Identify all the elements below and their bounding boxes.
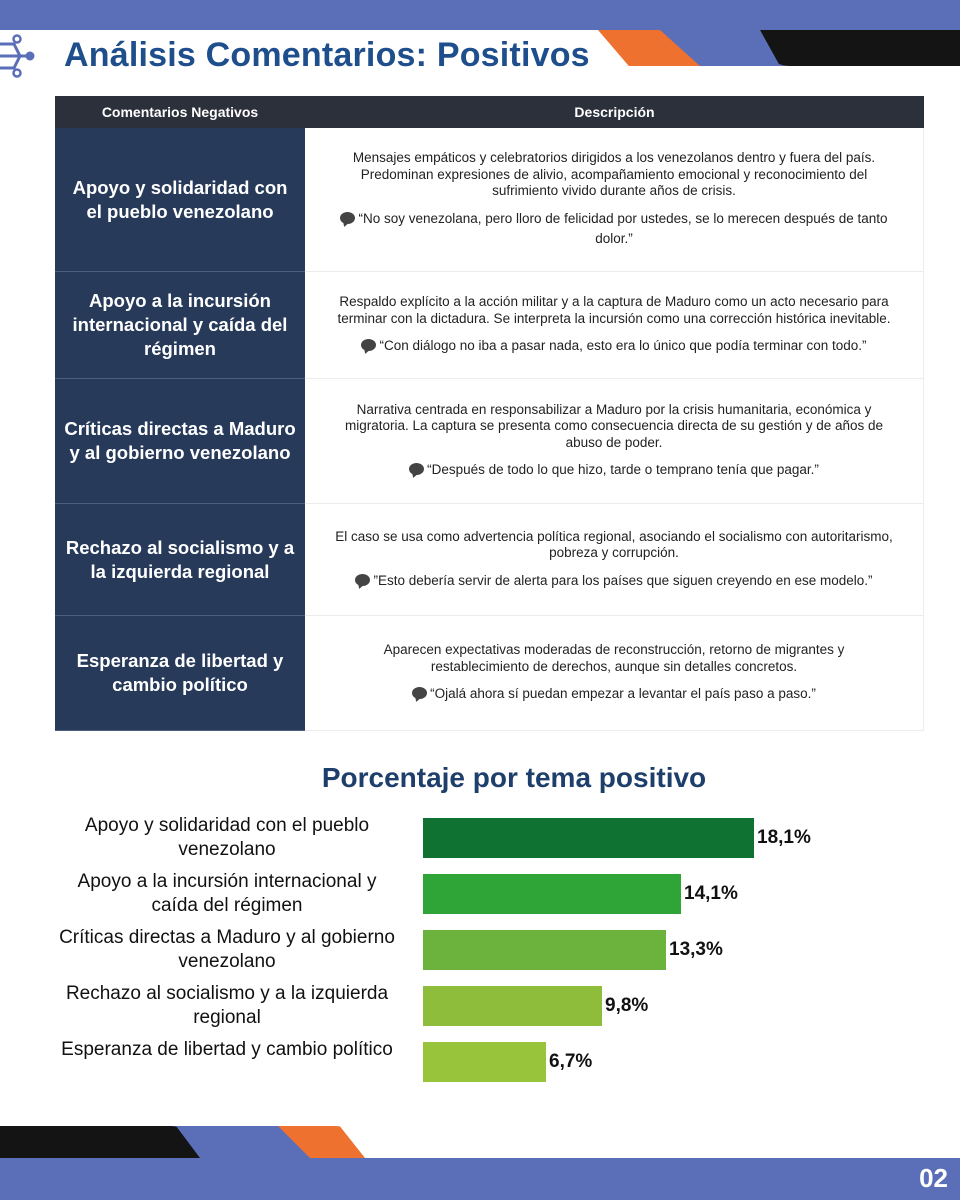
bar — [423, 818, 754, 858]
speech-bubble-icon — [340, 212, 355, 224]
page-title: Análisis Comentarios: Positivos — [64, 36, 590, 74]
description-text: Respaldo explícito a la acción militar y a la captura de Maduro como un acto necesario para terminar con la dictadura. Se interpreta la incursión como una corrección histórica inevitable. — [337, 294, 891, 326]
category-label: Apoyo a la incursión internacional y caída del régimen — [77, 871, 377, 916]
top-decorative-band — [0, 0, 960, 30]
description-text: Narrativa centrada en responsabilizar a Maduro por la crisis humanitaria, económica y migratoria. La captura se presenta como consecuencia directa de su gestión y de años de abuso de poder. — [344, 401, 884, 450]
quote-text: “Después de todo lo que hizo, tarde o temprano tenía que pagar.” — [427, 462, 819, 478]
description-text: Mensajes empáticos y celebratorios dirigidos a los venezolanos dentro y fuera del país. Predominan expresiones de alivio, acompañamiento emocional y reconocimiento del sufrimiento vivido durante años de crisis. — [352, 150, 876, 199]
topic-cell: Apoyo y solidaridad con el pueblo venezolano — [55, 128, 305, 272]
quote-line — [409, 460, 819, 480]
bar-value-label: 14,1% — [684, 883, 738, 904]
category-label: Apoyo y solidaridad con el pueblo venezolano — [84, 815, 370, 860]
bar-value-label: 18,1% — [757, 827, 811, 848]
bar-chart — [0, 808, 960, 1108]
description-cell — [305, 504, 924, 616]
quote-line — [412, 684, 816, 704]
bar — [423, 930, 666, 970]
bar — [423, 986, 602, 1026]
topic-cell: Críticas directas a Maduro y al gobierno venezolano — [55, 379, 305, 504]
quote-text: “Ojalá ahora sí puedan empezar a levantar el país paso a paso.” — [430, 686, 816, 701]
description-text: El caso se usa como advertencia política regional, asociando el socialismo con autoritarismo, pobreza y corrupción. — [335, 528, 893, 560]
bottom-dark-swoosh — [0, 1126, 200, 1158]
circuit-network-icon — [0, 30, 38, 82]
description-text: Aparecen expectativas moderadas de reconstrucción, retorno de migrantes y restablecimiento de derechos, aunque sin detalles concretos. — [383, 642, 845, 674]
quote-text: “No soy venezolana, pero lloro de felicidad por ustedes, se lo merecen después de tanto dolor.” — [358, 210, 888, 246]
category-label: Rechazo al socialismo y a la izquierda regional — [65, 983, 389, 1028]
bar-value-label: 13,3% — [669, 939, 723, 960]
quote-line — [317, 209, 911, 249]
quote-text: “Con diálogo no iba a pasar nada, esto era lo único que podía terminar con todo.” — [379, 338, 867, 353]
description-cell — [305, 616, 924, 731]
page-number: 02 — [919, 1163, 948, 1193]
description-cell — [305, 379, 924, 504]
table-row — [55, 616, 924, 731]
chart-title: Porcentaje por tema positivo — [321, 762, 707, 793]
bar-value-label: 9,8% — [605, 995, 649, 1016]
bar — [423, 874, 681, 914]
description-cell — [305, 128, 924, 272]
topic-cell: Rechazo al socialismo y a la izquierda regional — [55, 504, 305, 616]
bar — [423, 1042, 546, 1082]
category-label: Críticas directas a Maduro y al gobierno venezolano — [59, 927, 395, 972]
category-label: Esperanza de libertad y cambio político — [61, 1039, 393, 1060]
table-row — [55, 379, 924, 504]
table-row — [55, 504, 924, 616]
quote-text: ”Esto debería servir de alerta para los países que siguen creyendo en ese modelo.” — [373, 572, 873, 588]
table-row — [55, 272, 924, 379]
speech-bubble-icon — [355, 574, 370, 586]
quote-line — [355, 571, 872, 591]
bar-value-label: 6,7% — [549, 1051, 593, 1072]
topic-cell: Esperanza de libertad y cambio político — [55, 616, 305, 731]
speech-bubble-icon — [361, 339, 376, 351]
topic-cell: Apoyo a la incursión internacional y caída del régimen — [55, 272, 305, 379]
quote-line — [361, 336, 866, 356]
table-row — [55, 128, 924, 272]
speech-bubble-icon — [412, 687, 427, 699]
description-cell — [305, 272, 924, 379]
header-description: Descripción — [574, 104, 655, 120]
bottom-decorative-band — [0, 1158, 960, 1200]
top-dark-swoosh — [760, 30, 960, 66]
speech-bubble-icon — [409, 463, 424, 475]
table-header — [55, 96, 924, 128]
comments-table — [55, 96, 924, 731]
header-topic: Comentarios Negativos — [101, 104, 259, 120]
